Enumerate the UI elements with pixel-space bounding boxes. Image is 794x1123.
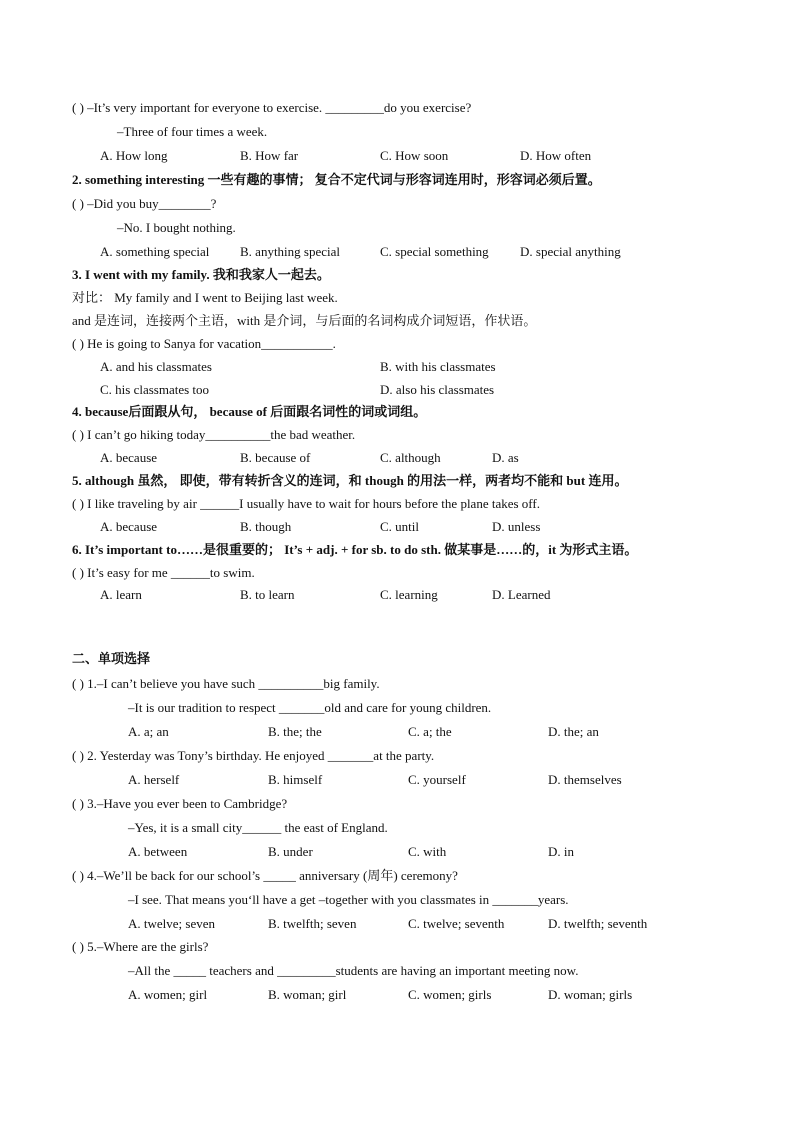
option-a: A. a; an xyxy=(128,724,169,739)
option-c: C. How soon xyxy=(380,148,449,163)
option-b: B. How far xyxy=(240,148,299,163)
question-stem: ( ) 1.–I can’t believe you have such __________big family. xyxy=(72,676,380,691)
option-a: A. twelve; seven xyxy=(128,916,216,931)
option-d: D. the; an xyxy=(548,724,599,739)
option-c: C. a; the xyxy=(408,724,452,739)
option-a: A. something special xyxy=(100,244,210,259)
option-c: C. special something xyxy=(380,244,489,259)
option-d: D. How often xyxy=(520,148,592,163)
option-c: C. with xyxy=(408,844,447,859)
option-a: A. women; girl xyxy=(128,987,208,1002)
option-c: C. twelve; seventh xyxy=(408,916,505,931)
option-b: B. to learn xyxy=(240,587,295,602)
question-stem: ( ) –It’s very important for everyone to exercise. _________do you exercise? xyxy=(72,100,472,115)
question-reply: –I see. That means you‘ll have a get –together with you classmates in _______years. xyxy=(128,892,569,907)
option-b: B. anything special xyxy=(240,244,341,259)
question-stem: ( ) It’s easy for me ______to swim. xyxy=(72,565,255,580)
question-stem: ( ) 5.–Where are the girls? xyxy=(72,939,209,954)
option-c: C. women; girls xyxy=(408,987,492,1002)
grammar-explain: and 是连词，连接两个主语，with 是介词，与后面的名词构成介词短语，作状语。 xyxy=(72,313,537,328)
option-c: C. his classmates too xyxy=(100,382,210,397)
grammar-note: 5. although 虽然， 即使，带有转折含义的连词，和 though 的用法一样，两者均不能和 but 连用。 xyxy=(72,473,628,488)
grammar-compare: 对比： My family and I went to Beijing last week. xyxy=(72,290,338,305)
question-stem: ( ) 3.–Have you ever been to Cambridge? xyxy=(72,796,288,811)
question-stem: ( ) He is going to Sanya for vacation___________. xyxy=(72,336,336,351)
question-stem: ( ) 2. Yesterday was Tony’s birthday. He enjoyed _______at the party. xyxy=(72,748,435,763)
option-c: C. learning xyxy=(380,587,438,602)
option-d: D. unless xyxy=(492,519,541,534)
option-d: D. themselves xyxy=(548,772,622,787)
grammar-note: 3. I went with my family. 我和我家人一起去。 xyxy=(72,267,330,282)
option-d: D. twelfth; seventh xyxy=(548,916,648,931)
option-a: A. and his classmates xyxy=(100,359,212,374)
option-a: A. learn xyxy=(100,587,142,602)
question-stem: ( ) –Did you buy________? xyxy=(72,196,217,211)
option-a: A. because xyxy=(100,519,158,534)
option-b: B. twelfth; seven xyxy=(268,916,357,931)
option-b: B. the; the xyxy=(268,724,322,739)
option-d: D. woman; girls xyxy=(548,987,633,1002)
option-d: D. Learned xyxy=(492,587,551,602)
question-reply: –Three of four times a week. xyxy=(117,124,268,139)
option-d: D. in xyxy=(548,844,574,859)
option-d: D. special anything xyxy=(520,244,621,259)
question-stem: ( ) I can’t go hiking today__________the bad weather. xyxy=(72,427,356,442)
grammar-note: 4. because后面跟从句， because of 后面跟名词性的词或词组。 xyxy=(72,404,427,419)
option-b: B. himself xyxy=(268,772,323,787)
option-b: B. though xyxy=(240,519,292,534)
option-b: B. woman; girl xyxy=(268,987,347,1002)
question-reply: –Yes, it is a small city______ the east of England. xyxy=(128,820,388,835)
option-a: A. because xyxy=(100,450,158,465)
option-c: C. yourself xyxy=(408,772,466,787)
option-a: A. How long xyxy=(100,148,168,163)
question-reply: –It is our tradition to respect _______old and care for young children. xyxy=(128,700,492,715)
option-d: D. as xyxy=(492,450,519,465)
option-b: B. because of xyxy=(240,450,311,465)
option-a: A. herself xyxy=(128,772,180,787)
question-reply: –No. I bought nothing. xyxy=(117,220,236,235)
option-a: A. between xyxy=(128,844,188,859)
option-c: C. until xyxy=(380,519,420,534)
option-b: B. under xyxy=(268,844,313,859)
option-b: B. with his classmates xyxy=(380,359,496,374)
grammar-note: 6. It’s important to……是很重要的； It’s + adj. + for sb. to do sth. 做某事是……的，it 为形式主语。 xyxy=(72,542,638,557)
question-stem: ( ) 4.–We’ll be back for our school’s _____ anniversary (周年) ceremony? xyxy=(72,868,458,883)
grammar-note: 2. something interesting 一些有趣的事情； 复合不定代词与形容词连用时，形容词必须后置。 xyxy=(72,172,601,187)
option-c: C. although xyxy=(380,450,441,465)
option-d: D. also his classmates xyxy=(380,382,495,397)
question-reply: –All the _____ teachers and _________students are having an important meeting now. xyxy=(128,963,579,978)
section-heading: 二、单项选择 xyxy=(72,652,151,667)
question-stem: ( ) I like traveling by air ______I usually have to wait for hours before the plane takes off. xyxy=(72,496,540,511)
